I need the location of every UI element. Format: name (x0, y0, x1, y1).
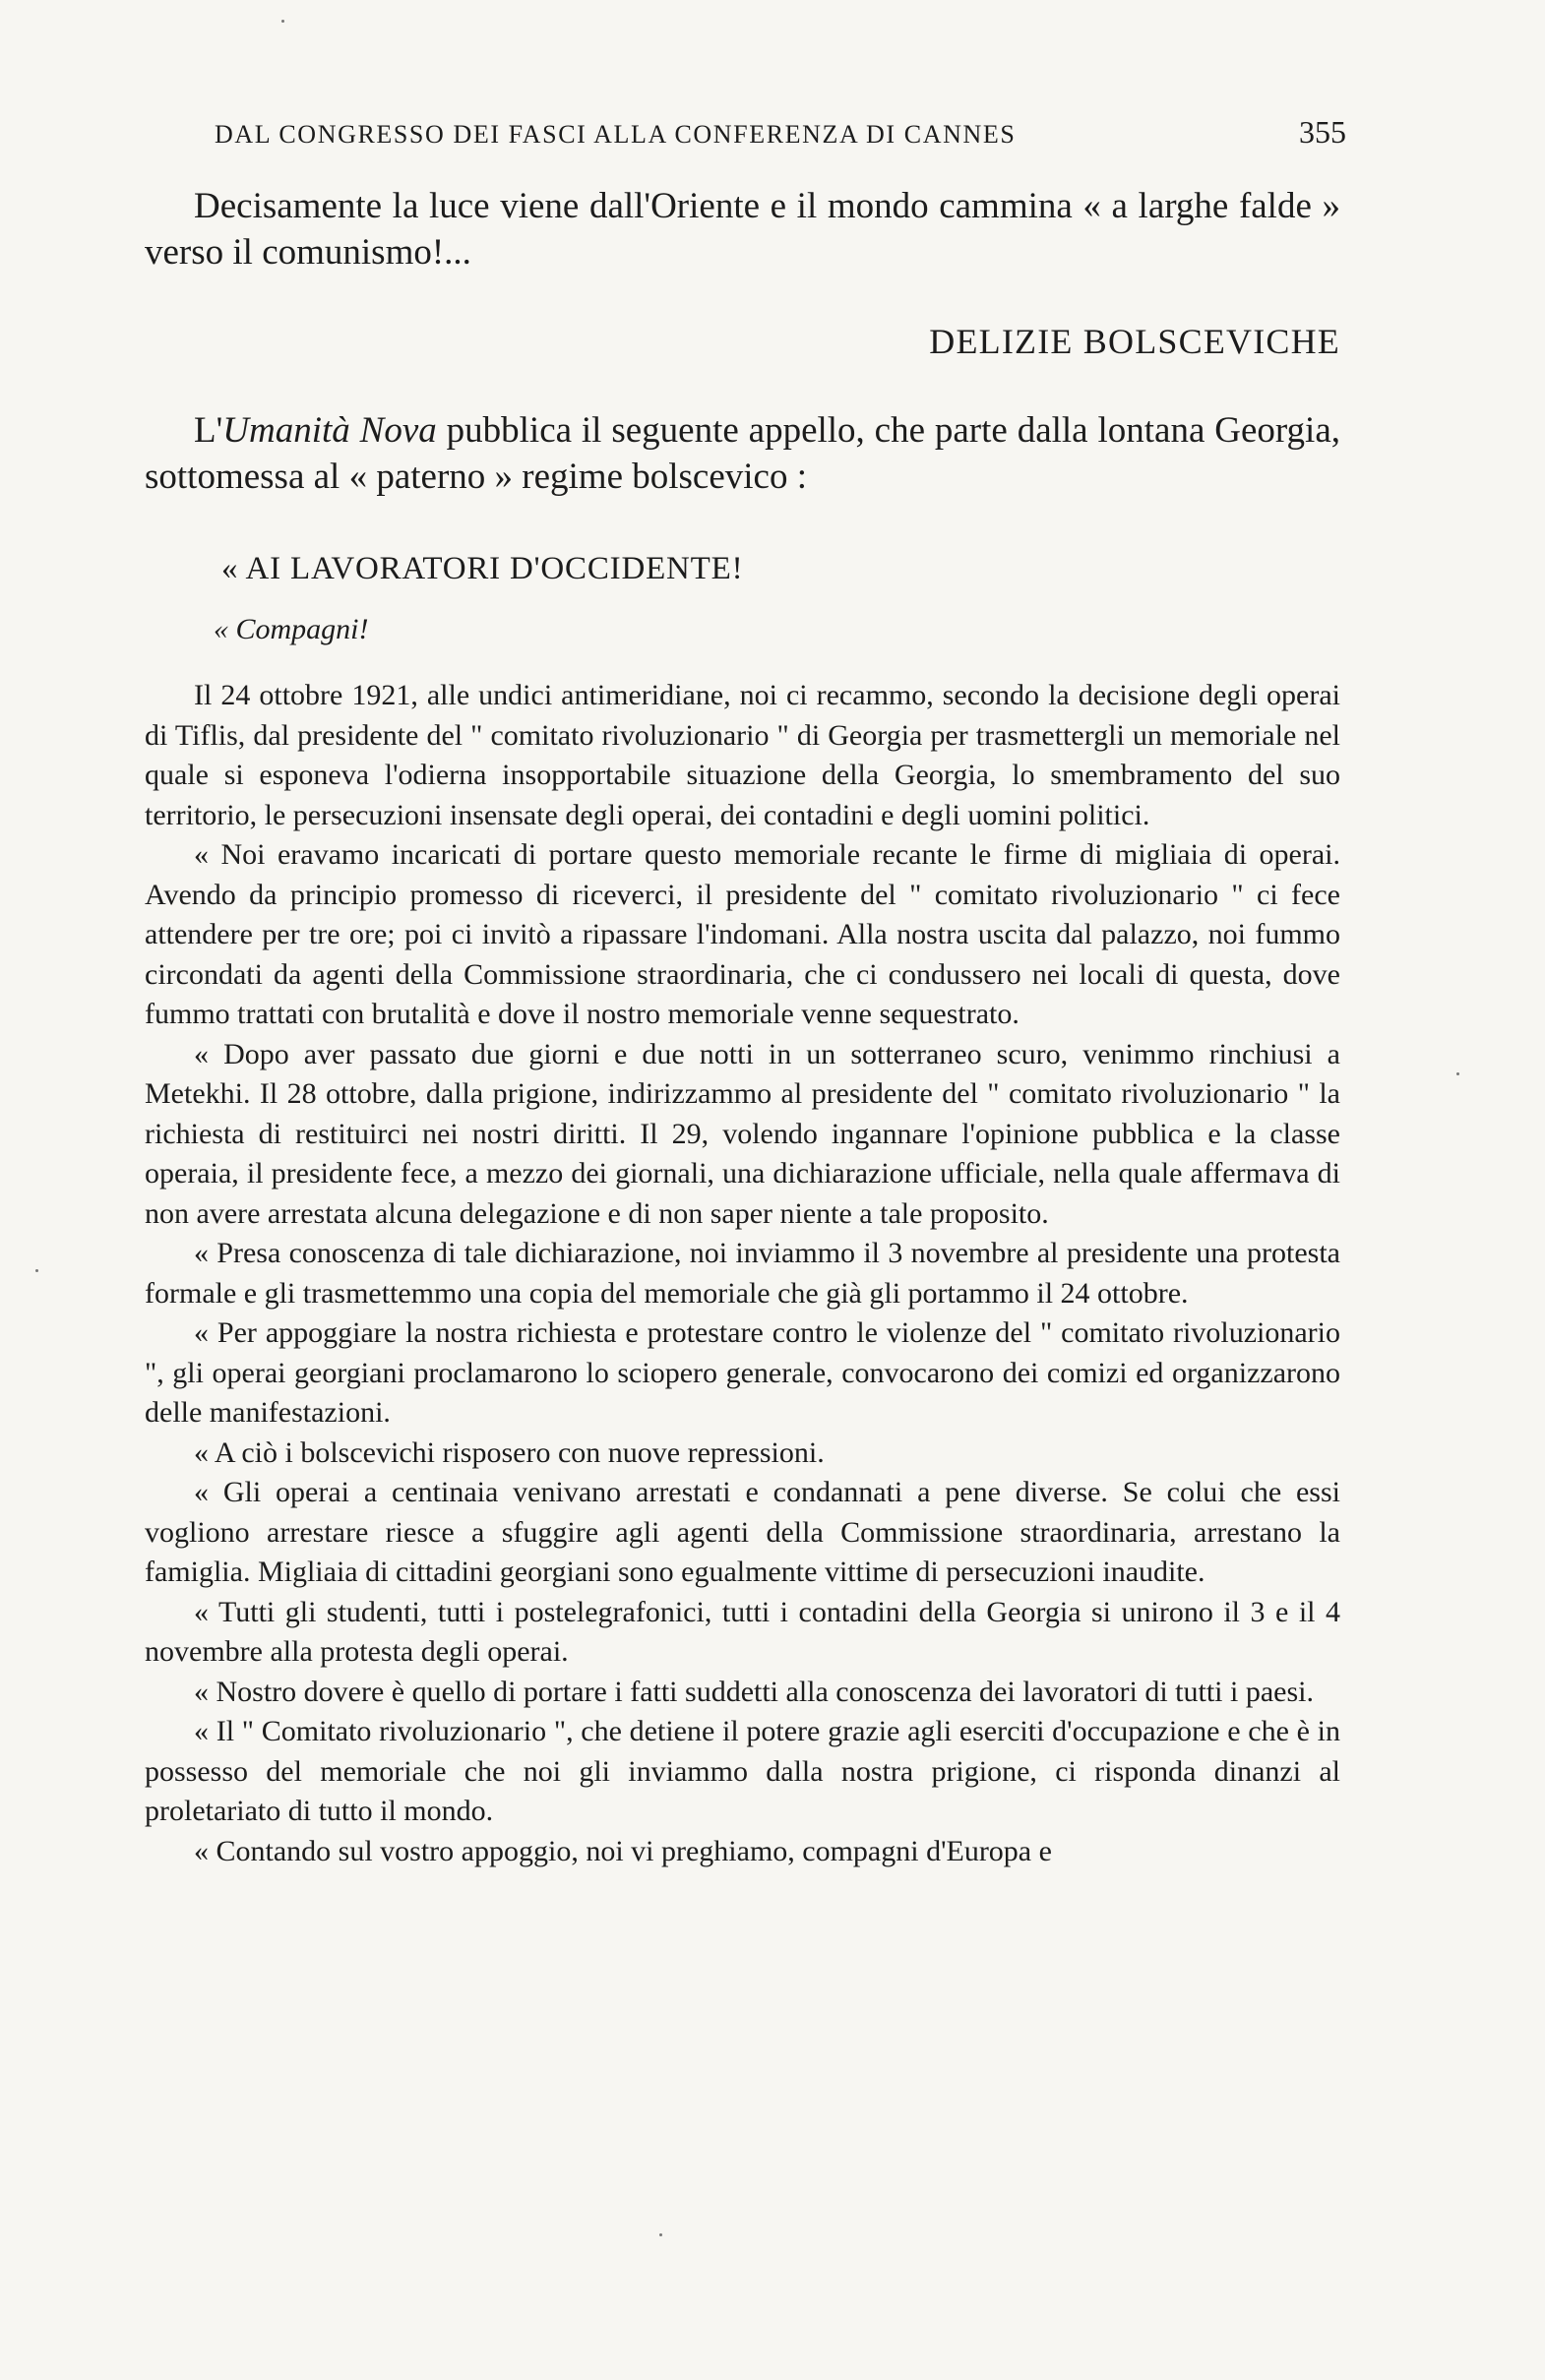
letter-paragraph: « Noi eravamo incaricati di portare questo memoriale recante le firme di migliaia di operai. Avendo da principio promesso di riceverci, il presidente del " comitato rivoluzionario " ci fece attendere per tre ore; poi ci invitò a ripassare l'indomani. Alla nostra uscita dal palazzo, noi fummo circondati da agenti della Commissione straordinaria, che ci condussero nei locali di questa, dove fummo trattati con brutalità e dove il nostro memoriale venne sequestrato. (145, 838, 1340, 1030)
scan-speck (1456, 1072, 1459, 1075)
letter-paragraph: « Dopo aver passato due giorni e due notti in un sotterraneo scuro, venimmo rinchiusi a Metekhi. Il 28 ottobre, dalla prigione, indirizzammo al presidente del " comitato rivoluzionario " la richiesta di restituirci nei nostri diritti. Il 29, volendo ingannare l'opinione pubblica e la classe operaia, il presidente fece, a mezzo dei giornali, una dichiarazione ufficiale, nella quale affermava di non avere arrestata alcuna delegazione e di non saper niente a tale proposito. (145, 1037, 1340, 1230)
appeal-title: « AI LAVORATORI D'OCCIDENTE! (221, 551, 744, 586)
letter-paragraph: « Il " Comitato rivoluzionario ", che detiene il potere grazie agli eserciti d'occupazione e che è in possesso del memoriale che noi gli inviammo dalla nostra prigione, ci risponda dinanzi al proletariato di tutto il mondo. (145, 1715, 1340, 1827)
running-head (215, 114, 1346, 150)
page-body (145, 183, 1340, 1871)
letter-paragraph: « Contando sul vostro appoggio, noi vi preghiamo, compagni d'Europa e (194, 1834, 1052, 1867)
page-number: 355 (1299, 114, 1346, 150)
letter-paragraph: « Gli operai a centinaia venivano arrestati e condannati a pene diverse. Se colui che essi vogliono arrestare riesce a sfuggire agli agenti della Commissione straordinaria, arrestano la famiglia. Migliaia di cittadini georgiani sono egualmente vittime di persecuzioni inaudite. (145, 1476, 1340, 1588)
letter-paragraph: « A ciò i bolscevichi risposero con nuove repressioni. (194, 1435, 825, 1469)
lead-text: pubblica il seguente appello, che parte dalla lontana Georgia, sottomessa al « paterno » regime bolscevico : (145, 410, 1340, 497)
lead-prefix: L' (194, 410, 223, 451)
intro-paragraph: Decisamente la luce viene dall'Oriente e il mondo cammina « a larghe falde » verso il comunismo!... (145, 186, 1340, 273)
letter-paragraph: Il 24 ottobre 1921, alle undici antimeridiane, noi ci recammo, secondo la decisione degli operai di Tiflis, dal presidente del " comitato rivoluzionario " di Georgia per trasmettergli un memoriale nel quale si esponeva l'odierna insopportabile situazione della Georgia, lo smembramento del suo territorio, le persecuzioni insensate degli operai, dei contadini e degli uomini politici. (145, 679, 1340, 831)
letter-body (145, 676, 1340, 1871)
salutation: « Compagni! (214, 613, 369, 645)
scan-speck (659, 2233, 662, 2236)
newspaper-title: Umanità Nova (222, 410, 437, 451)
letter-paragraph: « Per appoggiare la nostra richiesta e protestare contro le violenze del " comitato rivoluzionario ", gli operai georgiani proclamarono lo sciopero generale, convocarono dei comizi ed organizzarono delle manifestazioni. (145, 1316, 1340, 1429)
letter-paragraph: « Tutti gli studenti, tutti i postelegrafonici, tutti i contadini della Georgia si unirono il 3 e il 4 novembre alla protesta degli operai. (145, 1595, 1340, 1668)
section-heading: DELIZIE BOLSCEVICHE (929, 322, 1340, 361)
scan-speck (35, 1269, 38, 1272)
lead-paragraph (145, 407, 1340, 500)
letter-paragraph: « Presa conoscenza di tale dichiarazione, noi inviammo il 3 novembre al presidente una protesta formale e gli trasmettemmo una copia del memoriale che già gli portammo il 24 ottobre. (145, 1237, 1340, 1310)
running-title: DAL CONGRESSO DEI FASCI ALLA CONFERENZA DI CANNES (215, 120, 1017, 149)
scan-speck (281, 20, 284, 23)
letter-paragraph: « Nostro dovere è quello di portare i fatti suddetti alla conoscenza dei lavoratori di tutti i paesi. (194, 1675, 1314, 1708)
